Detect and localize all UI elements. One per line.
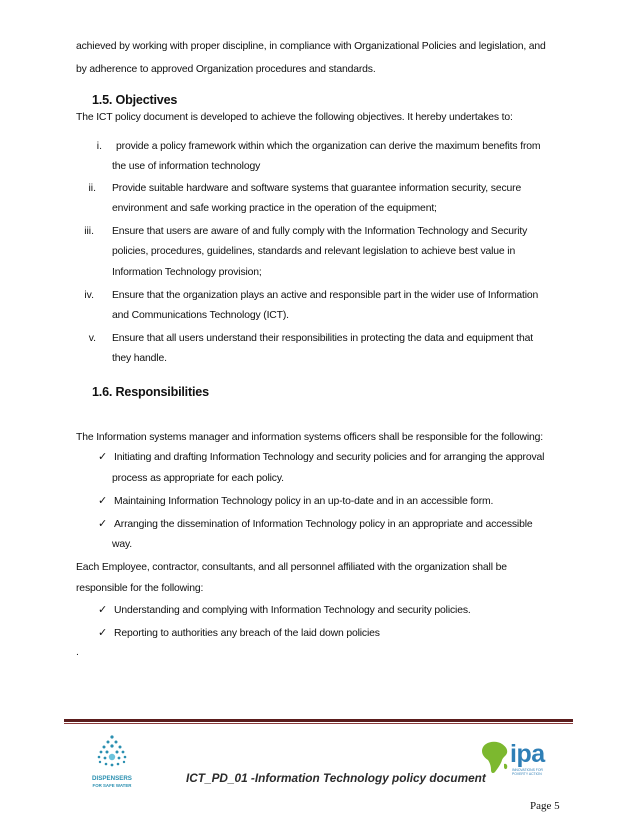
responsibilities-lead: The Information systems manager and information systems officers shall be responsible for the following:: [76, 432, 544, 443]
list-number: iv.: [84, 290, 94, 301]
list-item-line: Arranging the dissemination of Information Technology policy in an appropriate and accessible: [114, 519, 533, 530]
list-number: iii.: [84, 226, 94, 237]
dispensers-logo-tagline: FOR SAFE WATER: [92, 783, 132, 788]
africa-map-logo-icon: [478, 738, 512, 778]
list-item-line: Ensure that users are aware of and fully comply with the Information Technology and Security: [112, 226, 528, 237]
list-item-line: Information Technology provision;: [112, 267, 262, 278]
list-item-line: the use of information technology: [112, 161, 261, 172]
list-number: i.: [96, 141, 102, 152]
page-number: Page 5: [530, 800, 560, 812]
checkmark-icon: ✓: [98, 451, 108, 463]
employees-lead-line-1: Each Employee, contractor, consultants, and all personnel affiliated with the organization shall be: [76, 562, 507, 573]
footer-rule: [64, 719, 573, 722]
list-item-line: policies, procedures, guidelines, standards and relevant legislation to achieve best value in: [112, 246, 516, 257]
objectives-heading: 1.5. Objectives: [92, 93, 178, 107]
list-item-line: provide a policy framework within which the organization can derive the maximum benefits from: [116, 141, 541, 152]
list-item-line: Initiating and drafting Information Technology and security policies and for arranging the approval: [114, 452, 545, 463]
list-item-line: and Communications Technology (ICT).: [112, 310, 289, 321]
ipa-logo-name: ipa: [510, 740, 545, 768]
water-drop-logo-icon: [86, 733, 138, 773]
list-number: v.: [88, 333, 96, 344]
ipa-logo-tagline-1: INNOVATIONS FOR: [512, 768, 543, 772]
intro-line-2: by adherence to approved Organization procedures and standards.: [76, 64, 376, 75]
list-item-line: Provide suitable hardware and software systems that guarantee information security, secure: [112, 183, 522, 194]
checkmark-icon: ✓: [98, 495, 108, 507]
list-item-line: Maintaining Information Technology policy in an up-to-date and in an accessible form.: [114, 496, 494, 507]
list-item-line: environment and safe working practice in the operation of the equipment;: [112, 203, 437, 214]
dispensers-logo: [86, 733, 138, 793]
footer-rule-thin: [64, 723, 573, 724]
list-item-line: process as appropriate for each policy.: [112, 473, 284, 484]
checkmark-icon: ✓: [98, 518, 108, 530]
list-item-line: Ensure that the organization plays an active and responsible part in the wider use of Information: [112, 290, 539, 301]
list-item-line: they handle.: [112, 353, 167, 364]
ipa-logo: [478, 738, 562, 782]
footer-document-title: ICT_PD_01 -Information Technology policy document: [186, 771, 486, 785]
employees-lead-line-2: responsible for the following:: [76, 583, 204, 594]
ipa-logo-tagline-2: POVERTY ACTION: [512, 772, 542, 776]
intro-line-1: achieved by working with proper discipline, in compliance with Organizational Policies and legislation, and: [76, 41, 546, 52]
list-item-line: Understanding and complying with Information Technology and security policies.: [114, 605, 471, 616]
checkmark-icon: ✓: [98, 604, 108, 616]
checkmark-icon: ✓: [98, 627, 108, 639]
list-item-line: way.: [112, 539, 132, 550]
list-item-line: Ensure that all users understand their responsibilities in protecting the data and equipment that: [112, 333, 533, 344]
responsibilities-heading: 1.6. Responsibilities: [92, 385, 209, 399]
trailing-period: .: [76, 647, 79, 658]
objectives-lead: The ICT policy document is developed to achieve the following objectives. It hereby undertakes to:: [76, 112, 513, 123]
list-number: ii.: [88, 183, 96, 194]
list-item-line: Reporting to authorities any breach of the laid down policies: [114, 628, 380, 639]
dispensers-logo-name: DISPENSERS: [92, 775, 132, 782]
